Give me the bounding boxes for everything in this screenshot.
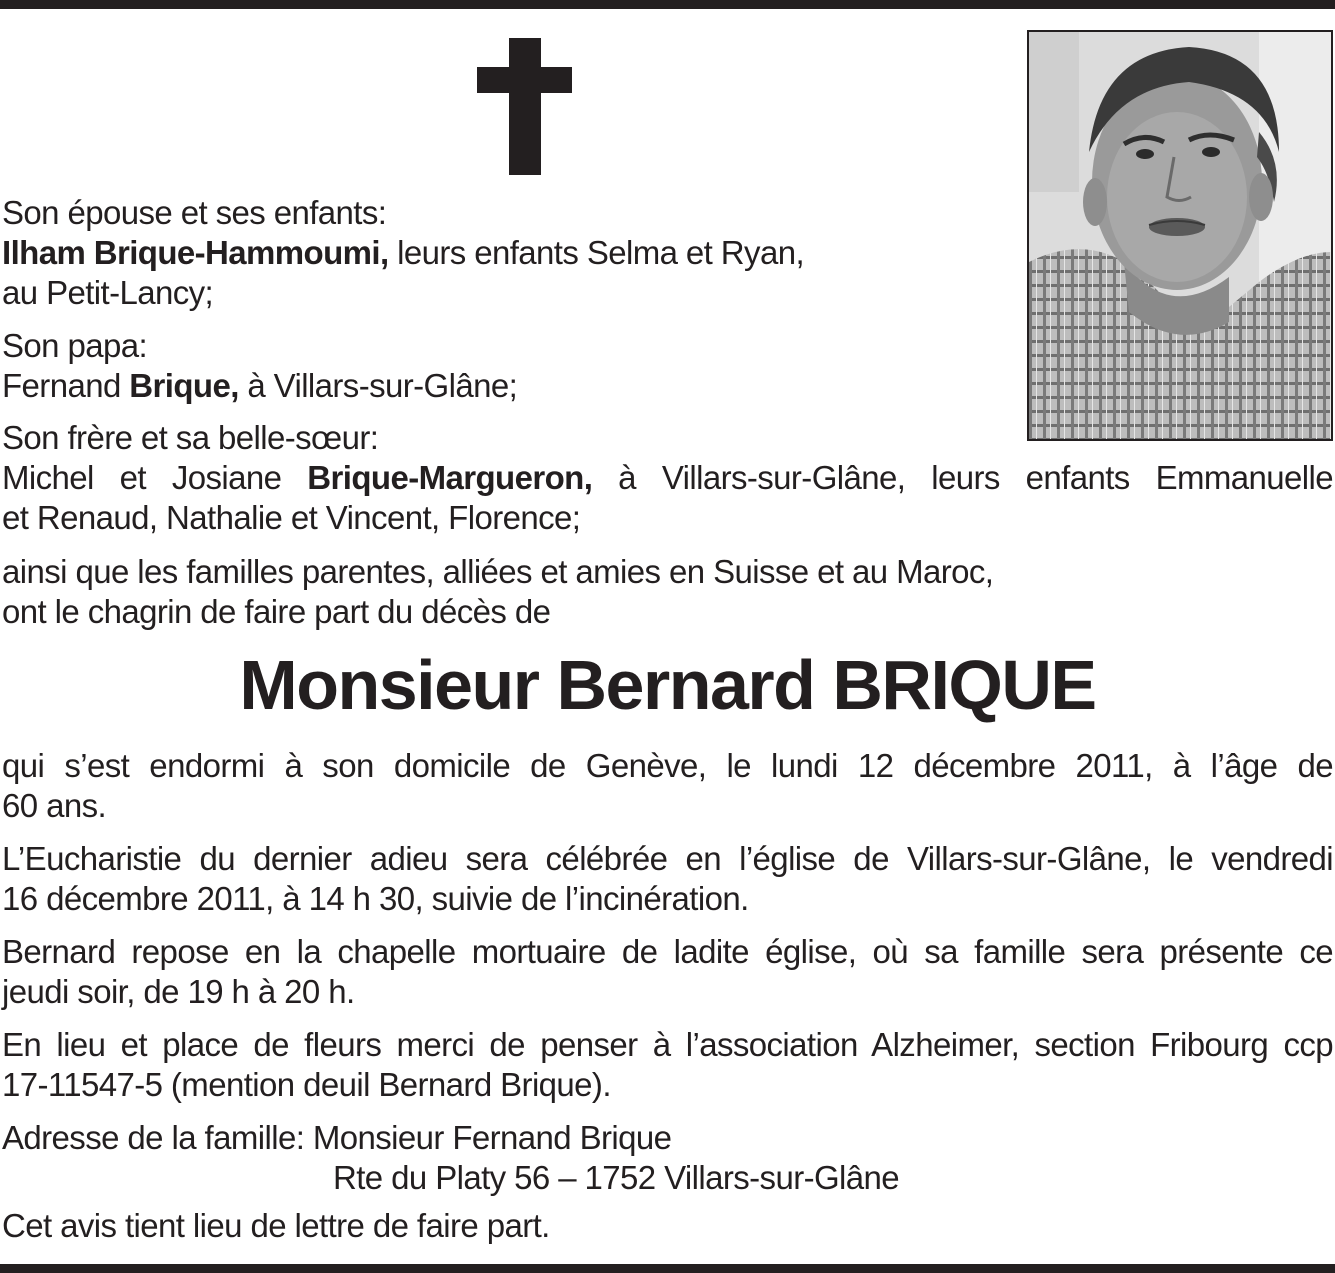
father-location: à Villars-sur-Glâne; — [238, 367, 518, 404]
spouse-name: Ilham Brique-Hammoumi, — [2, 234, 389, 271]
spouse-heading: Son épouse et ses enfants: — [2, 194, 387, 231]
spouse-children: leurs enfants Selma et Ryan, — [388, 234, 805, 271]
relatives-line-1: ainsi que les familles parentes, alliées et amies en Suisse et au Maroc, — [2, 553, 994, 590]
deceased-name: Monsieur Bernard BRIQUE — [239, 646, 1096, 724]
address-line-2: Rte du Platy 56 – 1752 Villars-sur-Glâne — [333, 1159, 900, 1196]
father-last-name: Brique, — [129, 367, 239, 404]
spouse-location: au Petit-Lancy; — [2, 274, 214, 311]
father-first-name: Fernand — [2, 367, 130, 404]
donation-line-1: En lieu et place de fleurs merci de penser à l’association Alzheimer, section Fribourg ccp — [2, 1026, 1333, 1063]
portrait-photo-graphic — [1029, 32, 1331, 439]
father-line — [2, 366, 517, 406]
death-line-1: qui s’est endormi à son domicile de Genève, le lundi 12 décembre 2011, à l’âge de — [2, 747, 1333, 784]
brother-line-2: et Renaud, Nathalie et Vincent, Florence; — [2, 499, 581, 536]
repose-line-1: Bernard repose en la chapelle mortuaire de ladite église, où sa famille sera présente ce — [2, 933, 1333, 970]
service-line-1: L’Eucharistie du dernier adieu sera célébrée en l’église de Villars-sur-Glâne, le vendredi — [2, 840, 1333, 877]
death-line-2: 60 ans. — [2, 787, 107, 824]
brother-last-name: Brique-Margueron, — [307, 459, 593, 496]
bottom-rule — [0, 1264, 1335, 1273]
portrait-photo — [1027, 30, 1333, 441]
spouse-line — [2, 233, 804, 273]
relatives-line-2: ont le chagrin de faire part du décès de — [2, 593, 551, 630]
brother-heading: Son frère et sa belle-sœur: — [2, 419, 379, 456]
address-line-1: Adresse de la famille: Monsieur Fernand Brique — [2, 1119, 672, 1156]
cross-icon-horizontal — [477, 67, 572, 93]
cross-icon-vertical — [509, 38, 541, 175]
donation-line-2: 17-11547-5 (mention deuil Bernard Brique). — [2, 1066, 611, 1103]
service-line-2: 16 décembre 2011, à 14 h 30, suivie de l’incinération. — [2, 880, 749, 917]
repose-line-2: jeudi soir, de 19 h à 20 h. — [2, 973, 355, 1010]
closing-line: Cet avis tient lieu de lettre de faire part. — [2, 1207, 550, 1244]
brother-line — [2, 458, 1333, 498]
brother-first-names: Michel et Josiane — [2, 459, 308, 496]
father-heading: Son papa: — [2, 327, 148, 364]
top-rule — [0, 0, 1335, 9]
brother-rest: à Villars-sur-Glâne, leurs enfants Emmanuelle — [592, 459, 1333, 496]
